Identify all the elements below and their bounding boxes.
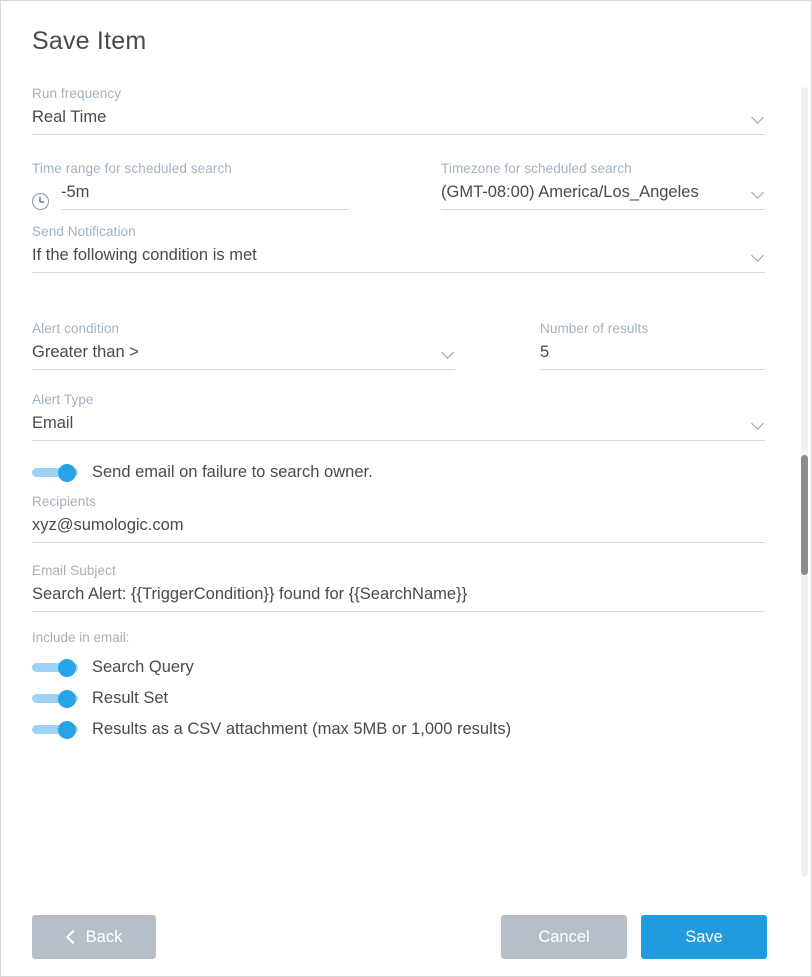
alert-type-value: Email: [32, 414, 74, 432]
toggle-switch-icon[interactable]: [32, 464, 78, 481]
timezone-value: (GMT-08:00) America/Los_Angeles: [441, 183, 699, 201]
alert-type-label: Alert Type: [32, 392, 94, 407]
field-run-frequency: [32, 86, 765, 135]
field-alert-condition: [32, 321, 455, 370]
include-in-email-label: Include in email:: [32, 630, 130, 645]
recipients-value: xyz@sumologic.com: [32, 516, 184, 534]
toggle-search-query-label: Search Query: [92, 658, 194, 676]
field-email-subject: [32, 563, 765, 612]
toggle-csv-attachment[interactable]: [32, 720, 765, 739]
dialog-footer: [1, 898, 812, 976]
dialog-content: [1, 1, 811, 739]
email-subject-label: Email Subject: [32, 563, 116, 578]
toggle-switch-icon[interactable]: [32, 690, 78, 707]
page-title: Save Item: [32, 27, 147, 55]
back-button[interactable]: [32, 915, 156, 959]
toggle-send-email-on-failure[interactable]: [32, 463, 765, 482]
alert-condition-label: Alert condition: [32, 321, 120, 336]
email-subject-value: Search Alert: {{TriggerCondition}} found for {{SearchName}}: [32, 585, 468, 603]
spacer: [32, 370, 765, 392]
time-range-row: [32, 183, 356, 210]
number-of-results-value: 5: [540, 343, 550, 361]
chevron-down-icon: [751, 249, 765, 263]
time-range-label: Time range for scheduled search: [32, 161, 232, 176]
spacer: [32, 210, 765, 224]
chevron-left-icon: [66, 932, 76, 942]
chevron-down-icon: [751, 111, 765, 125]
toggle-knob: [58, 659, 76, 677]
alert-condition-select[interactable]: [32, 343, 455, 370]
run-frequency-value: Real Time: [32, 108, 107, 126]
number-of-results-input[interactable]: [540, 343, 765, 370]
vertical-scrollbar[interactable]: [801, 87, 808, 877]
time-range-value: -5m: [61, 183, 90, 201]
row-alert-condition: [32, 321, 765, 370]
spacer: [32, 299, 765, 321]
alert-condition-value: Greater than >: [32, 343, 139, 361]
save-button[interactable]: Save: [641, 915, 767, 959]
footer-actions: [501, 915, 767, 959]
field-alert-type: [32, 392, 765, 441]
toggle-switch-icon[interactable]: [32, 659, 78, 676]
recipients-label: Recipients: [32, 494, 97, 509]
timezone-label: Timezone for scheduled search: [441, 161, 632, 176]
toggle-send-email-on-failure-label: Send email on failure to search owner.: [92, 463, 373, 481]
field-time-range: [32, 161, 356, 210]
email-subject-input[interactable]: [32, 585, 765, 612]
field-timezone: [441, 161, 765, 210]
back-button-label: Back: [85, 927, 123, 946]
run-frequency-label: Run frequency: [32, 86, 122, 101]
toggle-knob: [58, 690, 76, 708]
timezone-select[interactable]: [441, 183, 765, 210]
toggle-knob: [58, 464, 76, 482]
field-number-of-results: [540, 321, 765, 370]
toggle-result-set[interactable]: [32, 689, 765, 708]
scrollbar-thumb[interactable]: [801, 455, 808, 575]
chevron-down-icon: [751, 186, 765, 200]
toggle-csv-attachment-label: Results as a CSV attachment (max 5MB or 1,000 results): [92, 720, 512, 738]
recipients-input[interactable]: [32, 516, 765, 543]
clock-icon: [32, 193, 49, 210]
chevron-down-icon: [441, 346, 455, 360]
send-notification-label: Send Notification: [32, 224, 136, 239]
time-range-input[interactable]: [61, 183, 349, 210]
send-notification-select[interactable]: [32, 246, 765, 273]
send-notification-value: If the following condition is met: [32, 246, 257, 264]
toggle-knob: [58, 721, 76, 739]
number-of-results-label: Number of results: [540, 321, 649, 336]
chevron-down-icon: [751, 417, 765, 431]
field-recipients: [32, 494, 765, 543]
toggle-result-set-label: Result Set: [92, 689, 169, 707]
cancel-button[interactable]: Cancel: [501, 915, 627, 959]
field-send-notification: [32, 224, 765, 273]
row-time-range-timezone: [32, 161, 765, 210]
toggle-search-query[interactable]: [32, 658, 765, 677]
alert-type-select[interactable]: [32, 414, 765, 441]
run-frequency-select[interactable]: [32, 108, 765, 135]
toggle-switch-icon[interactable]: [32, 721, 78, 738]
